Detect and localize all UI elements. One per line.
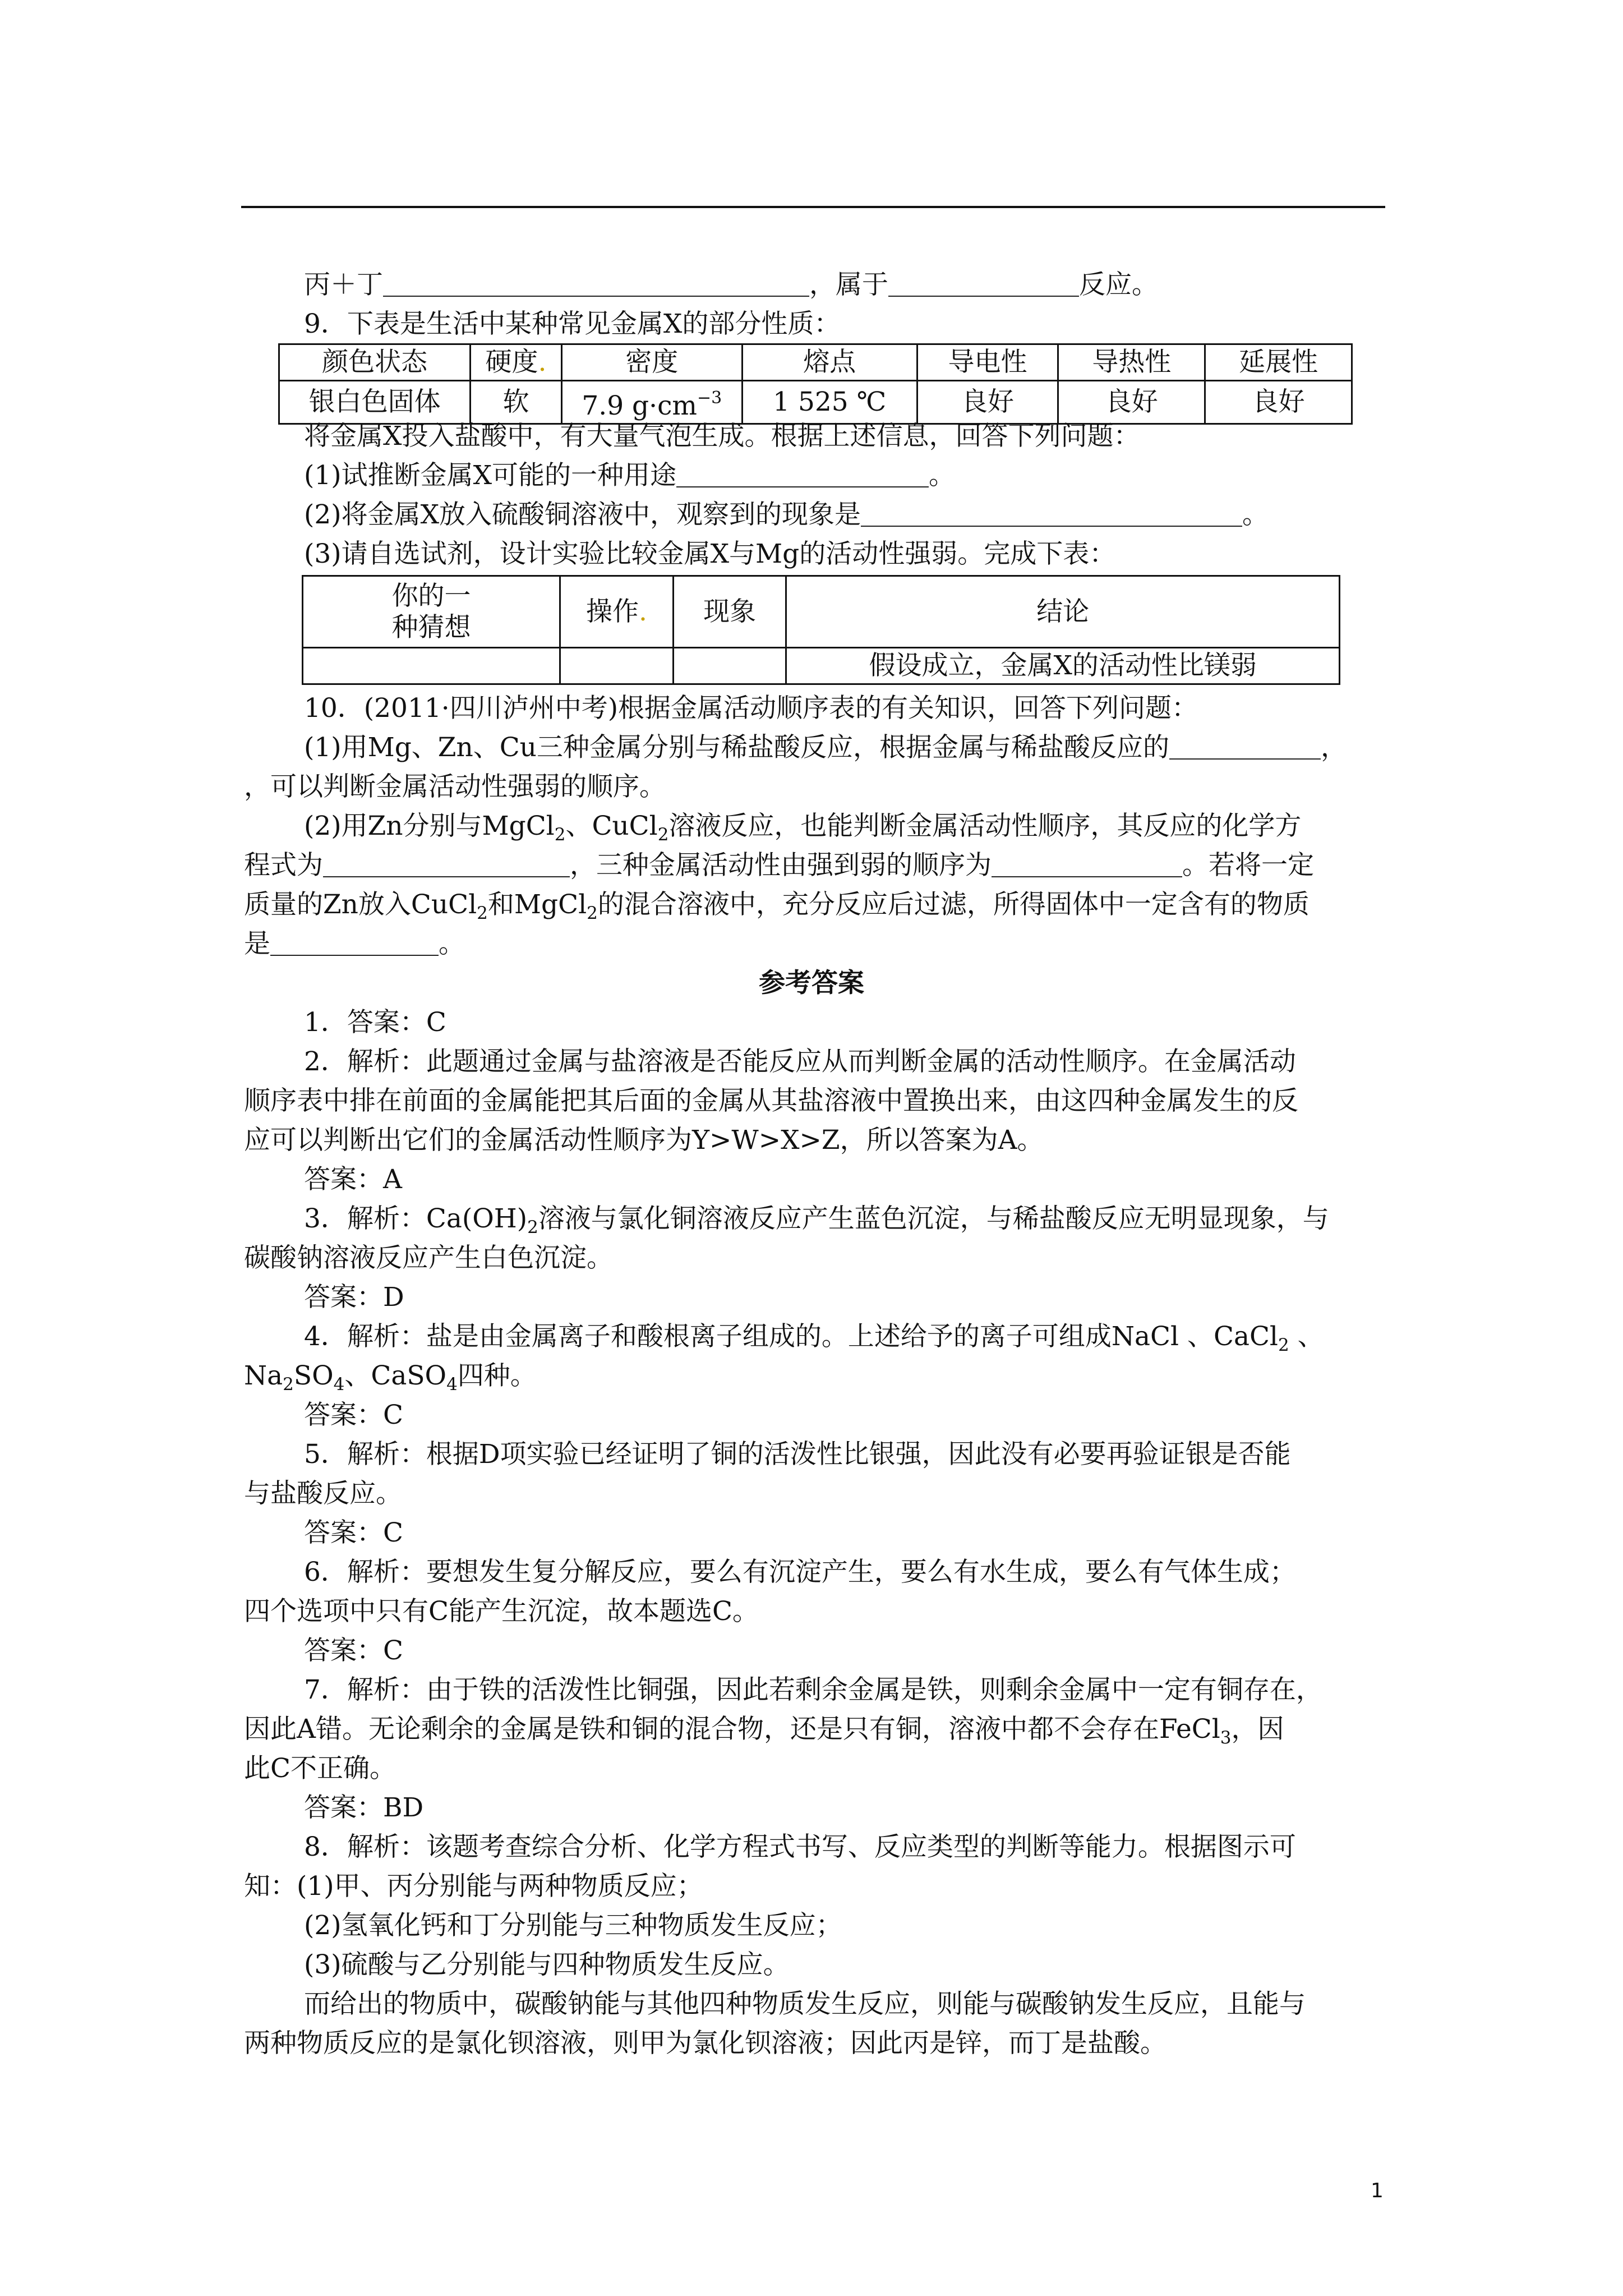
table-header: 导热性 (1058, 344, 1205, 381)
q10-part1-cont: ，可以判断金属活动性强弱的顺序。 (244, 771, 666, 802)
answer-4-line2: $Na_2SO_4$、CaSO$_4$四种。 (244, 1360, 537, 1395)
answer-5-key: 答案：C (304, 1517, 403, 1548)
answer-8-line3: (2)氢氧化钙和丁分别能与三种物质发生反应； (304, 1910, 842, 1941)
table-header: 延展性 (1205, 344, 1352, 381)
table-cell: 7.9 $g\cdot cm^{-3}$ (561, 381, 742, 424)
answer-8-line1: 8．解析：该题考查综合分析、化学方程式书写、反应类型的判断等能力。根据图示可 (304, 1832, 1296, 1862)
table-header: 结论 (786, 576, 1340, 648)
header-rule (241, 206, 1385, 208)
table-header: 你的一 种猜想 (303, 576, 560, 648)
answer-6-line2: 四个选项中只有C能产生沉淀，故本题选C。 (244, 1596, 759, 1627)
table-cell[interactable] (560, 648, 674, 684)
q9-part3: (3)请自选试剂，设计实验比较金属X与Mg的活动性强弱。完成下表： (304, 539, 1116, 569)
answer-7-key: 答案：BD (304, 1792, 424, 1823)
answer-blank[interactable] (383, 266, 809, 297)
q10-part2-cont3: 是 。 (244, 926, 465, 963)
q9-stem: 9．下表是生活中某种常见金属X的部分性质： (304, 309, 841, 339)
answer-8-line4: (3)硫酸与乙分别能与四种物质发生反应。 (304, 1949, 790, 1980)
table-cell: 银白色固体 (279, 381, 471, 424)
answer-7-line1: 7．解析：由于铁的活泼性比铜强，因此若剩余金属是铁，则剩余金属中一定有铜存在， (304, 1674, 1322, 1705)
answer-blank[interactable] (992, 847, 1182, 877)
table-header: 熔点 (742, 344, 917, 381)
table-cell[interactable] (673, 648, 786, 684)
table-header: 密度 (561, 344, 742, 381)
answer-5-line1: 5．解析：根据D项实验已经证明了铜的活泼性比银强，因此没有必要再验证银是否能 (304, 1439, 1291, 1470)
answer-2-key: 答案：A (304, 1164, 402, 1195)
table-cell[interactable] (303, 648, 560, 684)
q10-part2: (2)用Zn分别与MgCl$_2$、CuCl$_2$溶液反应，也能判断金属活动性顺序，其反应的化学方 (304, 811, 1302, 845)
table-cell: 假设成立，金属X的活动性比镁弱 (786, 648, 1340, 684)
experiment-design-table (302, 575, 1340, 685)
table-header: 现象 (673, 576, 786, 648)
table-cell: 良好 (1058, 381, 1205, 424)
answer-6-key: 答案：C (304, 1635, 403, 1666)
q8-tail-line: 丙＋丁 ，属于 反应。 (304, 266, 1158, 303)
metal-properties-table (278, 343, 1353, 425)
table-header: 硬度. (471, 344, 561, 381)
answer-6-line1: 6．解析：要想发生复分解反应，要么有沉淀产生，要么有水生成，要么有气体生成； (304, 1557, 1296, 1588)
answer-3-key: 答案：D (304, 1282, 404, 1313)
answer-3-line2: 碳酸钠溶液反应产生白色沉淀。 (244, 1243, 613, 1273)
table-header: 颜色状态 (279, 344, 471, 381)
table-cell: 1 525 ℃ (742, 381, 917, 424)
q10-part1: (1)用Mg、Zn、Cu三种金属分别与稀盐酸反应，根据金属与稀盐酸反应的 ， (304, 729, 1347, 766)
answer-2-line1: 2．解析：此题通过金属与盐溶液是否能反应从而判断金属的活动性顺序。在金属活动 (304, 1046, 1296, 1077)
answer-2-line3: 应可以判断出它们的金属活动性顺序为Y>W>X>Z，所以答案为A。 (244, 1125, 1044, 1156)
answer-8-line6: 两种物质反应的是氯化钡溶液，则甲为氯化钡溶液；因此丙是锌，而丁是盐酸。 (244, 2028, 1166, 2059)
answer-2-line2: 顺序表中排在前面的金属能把其后面的金属从其盐溶液中置换出来，由这四种金属发生的反 (244, 1085, 1298, 1116)
answer-5-line2: 与盐酸反应。 (244, 1478, 402, 1509)
table-cell: 良好 (1205, 381, 1352, 424)
q10-part2-cont2: 质量的Zn放入CuCl$_2$和MgCl$_2$的混合溶液中，充分反应后过滤，所得固体中一定含有的物质 (244, 889, 1310, 923)
answer-7-line3: 此C不正确。 (244, 1753, 396, 1784)
q10-stem: 10．(2011·四川泸州中考)根据金属活动顺序表的有关知识，回答下列问题： (304, 693, 1198, 724)
answer-7-line2: 因此A错。无论剩余的金属是铁和铜的混合物，还是只有铜，溶液中都不会存在FeCl$_3$，因 (244, 1714, 1284, 1748)
q9-part1: (1)试推断金属X可能的一种用途 。 (304, 457, 955, 494)
page-number: 1 (1371, 2179, 1384, 2202)
answers-title: 参考答案 (759, 968, 864, 999)
answer-blank[interactable] (1169, 729, 1321, 760)
answer-3-line1: 3．解析：$Ca(OH)_2$溶液与氯化铜溶液反应产生蓝色沉淀，与稀盐酸反应无明显现象，与 (304, 1203, 1329, 1237)
answer-blank[interactable] (323, 847, 570, 877)
answer-blank[interactable] (270, 926, 439, 956)
table-cell: 软 (471, 381, 561, 424)
q10-part2-cont: 程式为 ，三种金属活动性由强到弱的顺序为 。若将一定 (244, 847, 1314, 884)
table-header: 操作. (560, 576, 674, 648)
answer-8-line2: 知：(1)甲、丙分别能与两种物质反应； (244, 1871, 703, 1902)
q9-intro: 将金属X投入盐酸中，有大量气泡生成。根据上述信息，回答下列问题： (304, 421, 1140, 452)
answer-4-line1: 4．解析：盐是由金属离子和酸根离子组成的。上述给予的离子可组成NaCl 、CaCl$_2$ 、 (304, 1321, 1324, 1355)
table-cell: 良好 (917, 381, 1058, 424)
answer-1: 1．答案：C (304, 1007, 446, 1038)
answer-blank[interactable] (888, 266, 1079, 297)
answer-blank[interactable] (676, 457, 929, 487)
answer-8-line5: 而给出的物质中，碳酸钠能与其他四种物质发生反应，则能与碳酸钠发生反应，且能与 (304, 1989, 1306, 2019)
q9-part2: (2)将金属X放入硫酸铜溶液中，观察到的现象是 。 (304, 496, 1269, 533)
table-header: 导电性 (917, 344, 1058, 381)
answer-4-key: 答案：C (304, 1400, 403, 1430)
answer-blank[interactable] (861, 496, 1242, 527)
